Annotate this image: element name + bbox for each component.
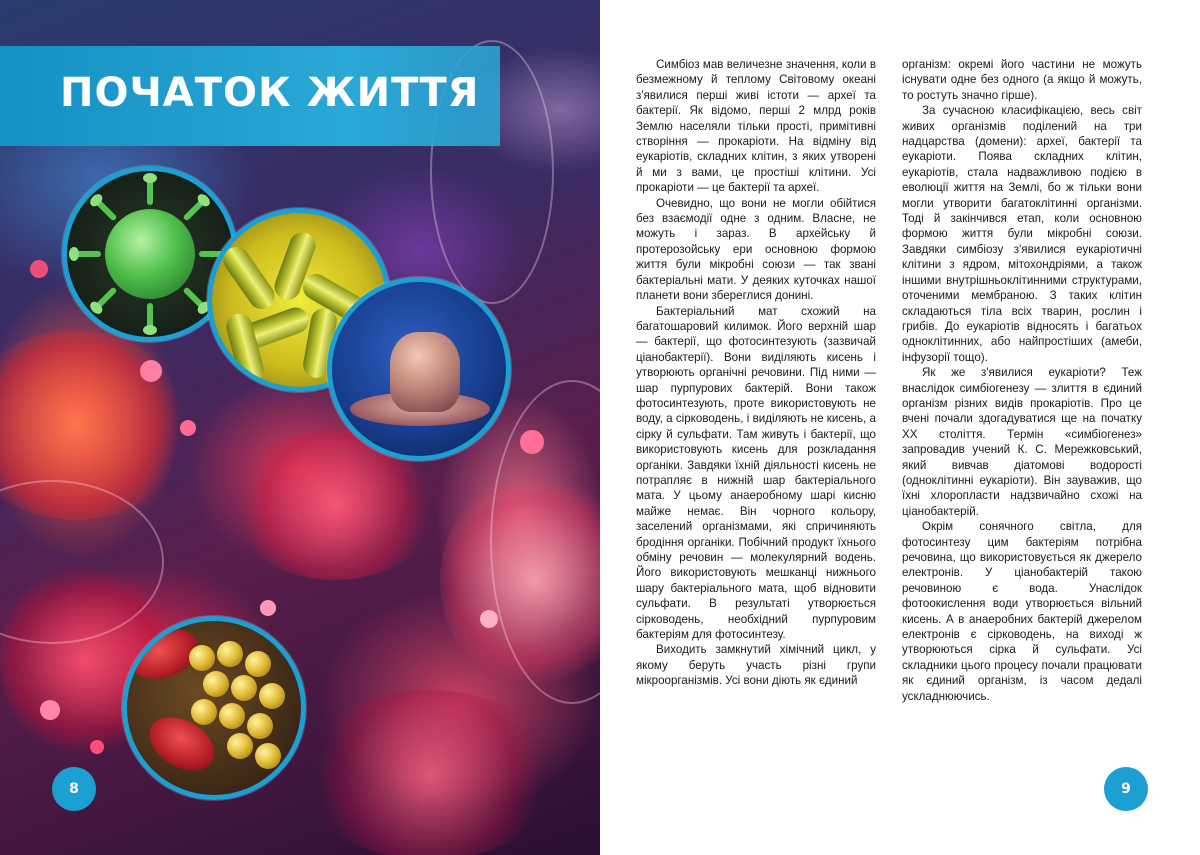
paragraph: Бактеріальний мат схожий на багатошаровий килимок. Його верхній шар — бактерії, що фотосинтезують (зазвичай ціанобактерії). Вони виділяють кисень і утворюють органічні речовини. Під ними — шар пурпурових бактерій. Вони також фотосинтезують, проте використовують не воду, а сірководень, і виділяють не кисень, а сірку й сульфати. Там живуть і бактерії, що використовують кисень для розкладання органіки. Завдяки їхній діяльності кисень не потрапляє в нижній шар бактеріального мата. У цьому анаеробному шарі кисню майже немає. Він чорного кольору, заселений організмами, які спричиняють бродіння органіки. Побічний продукт їхнього обміну речовин — молекулярний водень. Його використовують мешканці нижнього шару бактеріального мата, щоб відновити сульфати. В результаті утворюється сірководень, необхідний пурпуровим бактеріям для фотосинтезу. bbox=[636, 304, 876, 642]
virus-spike bbox=[95, 287, 118, 310]
cell-protrusion bbox=[390, 332, 460, 412]
coccus bbox=[189, 645, 215, 671]
coccus bbox=[203, 671, 229, 697]
cell-micrograph bbox=[327, 277, 511, 461]
virus-spike bbox=[95, 199, 118, 222]
paragraph: За сучасною класифікацією, весь світ живих організмів поділений на три надцарства (домени): археї, бактерії та еукаріоти. Поява складних клітин, еукаріотів, стала надважливою подією в еволюції життя на Землі, бо ж тільки вони могли утворити багатоклітинні організми. Тоді й закінчився етап, коли основною формою життя були мікробні союзи. Завдяки симбіозу з'явилися еукаріотичні клітини з ядром, мітохондріями, а також іншими внутрішньоклітинними структурами, оточеними мембраною. З таких клітин складаються тіла всіх тварин, рослин і грибів. До еукаріотів відносять і багатьох одноклітинних, або найпростіших (амеби, інфузорії тощо). bbox=[902, 104, 1142, 364]
coccus bbox=[227, 733, 253, 759]
pink-speck bbox=[180, 420, 196, 436]
virus-spike bbox=[75, 251, 101, 257]
pink-speck bbox=[90, 740, 104, 754]
pink-speck bbox=[40, 700, 60, 720]
pink-speck bbox=[480, 610, 498, 628]
paragraph: Очевидно, що вони не могли обійтися без взаємодії одне з одним. Власне, не можуть і зараз. В архейську й протерозойську ери основною формою життя були мікробні союзи — так звані бактеріальні мати. У деяких куточках нашої планети вони збереглися донині. bbox=[636, 196, 876, 303]
virus-shape bbox=[105, 209, 195, 299]
pink-speck bbox=[140, 360, 162, 382]
coccus bbox=[247, 713, 273, 739]
page-number-left: 8 bbox=[52, 767, 96, 811]
pink-speck bbox=[30, 260, 48, 278]
coccus bbox=[217, 641, 243, 667]
coccus bbox=[255, 743, 281, 769]
paragraph: Виходить замкнутий хімічний цикл, у якому беруть участь різні групи мікроорганізмів. Усі вони діють як єдиний bbox=[636, 643, 876, 688]
cocci-bacteria-micrograph bbox=[122, 616, 306, 800]
virus-spike bbox=[147, 179, 153, 205]
virus-spike bbox=[183, 199, 206, 222]
text-column-2 bbox=[902, 57, 1142, 704]
coccus bbox=[231, 675, 257, 701]
coccus bbox=[259, 683, 285, 709]
paragraph: Окрім сонячного світла, для фотосинтезу цим бактеріям потрібна речовина, що використовується як джерело електронів. У ціанобактерій такою речовиною є вода. Унаслідок фотоокислення води утворюється вільний кисень. А в анаеробних бактерій джерелом електронів є сірководень, на виході ж утворюються сірка й сульфати. Усі складники цього процесу почали працювати як єдиний організм, із часом дедалі ускладнюючись. bbox=[902, 520, 1142, 703]
text-column-1 bbox=[636, 57, 876, 689]
virus-spike bbox=[183, 287, 206, 310]
paragraph: Симбіоз мав величезне значення, коли в безмежному й теплому Світовому океані з'явилися перші живі істоти — археї та бактерії. Як відомо, перші 2 млрд років Землю населяли тільки прості, примітивні створіння — прокаріоти. На відміну від еукаріотів, складних клітин, з яких утворені й ми з вами, це простіші клітини. Усі прокаріоти — це бактерії та археї. bbox=[636, 58, 876, 195]
pink-speck bbox=[260, 600, 276, 616]
virus-spike bbox=[147, 303, 153, 329]
paragraph-continuation: організм: окремі його частини не можуть існувати одне без одного (а якщо й можуть, то ростуть значно гірше). bbox=[902, 58, 1142, 102]
coccus bbox=[245, 651, 271, 677]
page-number-right: 9 bbox=[1104, 767, 1148, 811]
rod-bacterium bbox=[218, 242, 279, 314]
page-title: ПОЧАТОК ЖИТТЯ bbox=[60, 70, 480, 116]
red-cluster-blob bbox=[300, 690, 560, 855]
paragraph: Як же з'явилися еукаріоти? Теж внаслідок симбіогенезу — злиття в єдиний організм різних видів прокаріотів. Про це вчені почали здогадуватися ще на початку XX століття. Термін «симбіогенез» запровадив учений К. С. Мережковський, який вивчав діатомові водорості (одноклітинні еукаріоти). Він зауважив, що їхні хлоропласти надзвичайно схожі на ціанобактерій. bbox=[902, 366, 1142, 518]
coccus bbox=[191, 699, 217, 725]
coccus bbox=[219, 703, 245, 729]
